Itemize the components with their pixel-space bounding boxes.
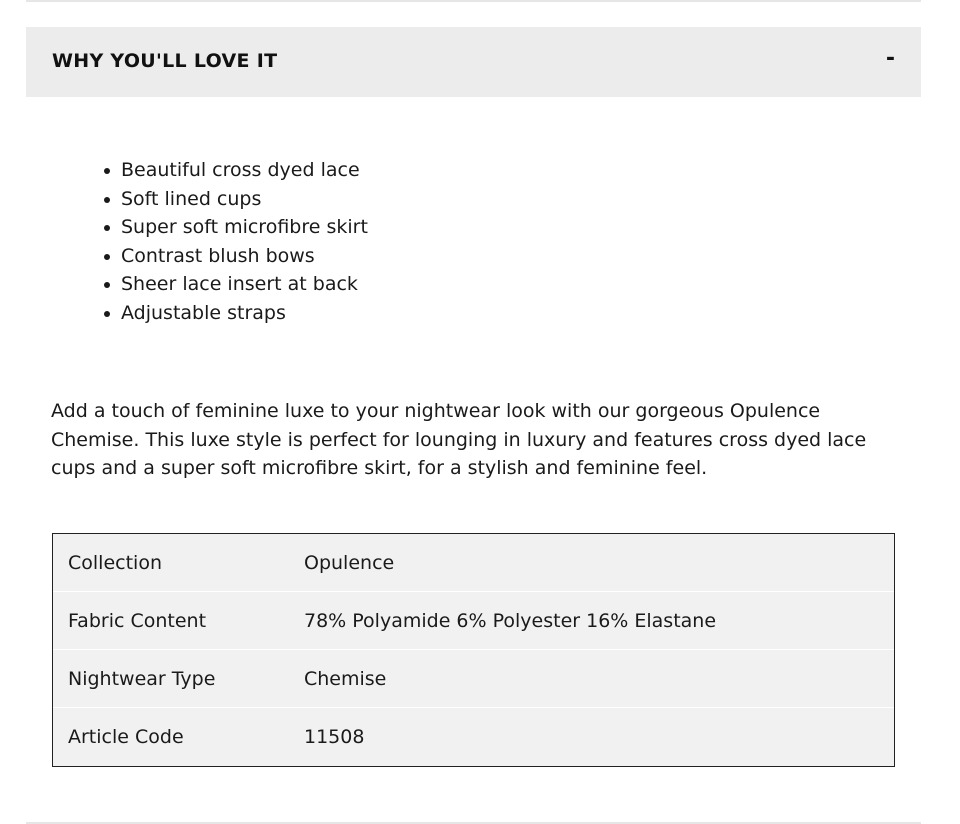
feature-item: Super soft microfibre skirt <box>121 213 368 242</box>
specs-label: Article Code <box>68 726 184 748</box>
feature-item: Soft lined cups <box>121 185 368 214</box>
specs-value: Chemise <box>304 667 387 690</box>
specs-row-collection <box>53 534 894 592</box>
feature-item: Beautiful cross dyed lace <box>121 156 368 185</box>
feature-item: Sheer lace insert at back <box>121 270 368 299</box>
feature-item: Contrast blush bows <box>121 242 368 271</box>
specs-value: Opulence <box>304 551 395 574</box>
specs-label: Collection <box>68 551 162 574</box>
accordion-header-why-youll-love-it[interactable] <box>26 27 921 97</box>
feature-item: Adjustable straps <box>121 299 368 328</box>
features-list <box>121 156 368 327</box>
product-specs-table <box>52 533 895 767</box>
specs-value: 78% Polyamide 6% Polyester 16% Elastane <box>304 609 717 632</box>
specs-label: Nightwear Type <box>68 667 216 690</box>
accordion-title: WHY YOU'LL LOVE IT <box>52 50 278 72</box>
specs-row-article-code <box>53 708 894 766</box>
top-divider <box>26 0 921 2</box>
product-description: Add a touch of feminine luxe to your nightwear look with our gorgeous Opulence Chemise. This luxe style is perfect for lounging in luxury and features cross dyed lace cups and a super soft microfibre skirt, for a stylish and feminine feel. <box>51 400 867 479</box>
specs-row-fabric-content <box>53 592 894 650</box>
collapse-icon[interactable]: - <box>885 46 895 71</box>
specs-value: 11508 <box>304 726 365 748</box>
specs-row-nightwear-type <box>53 650 894 708</box>
specs-label: Fabric Content <box>68 609 207 632</box>
